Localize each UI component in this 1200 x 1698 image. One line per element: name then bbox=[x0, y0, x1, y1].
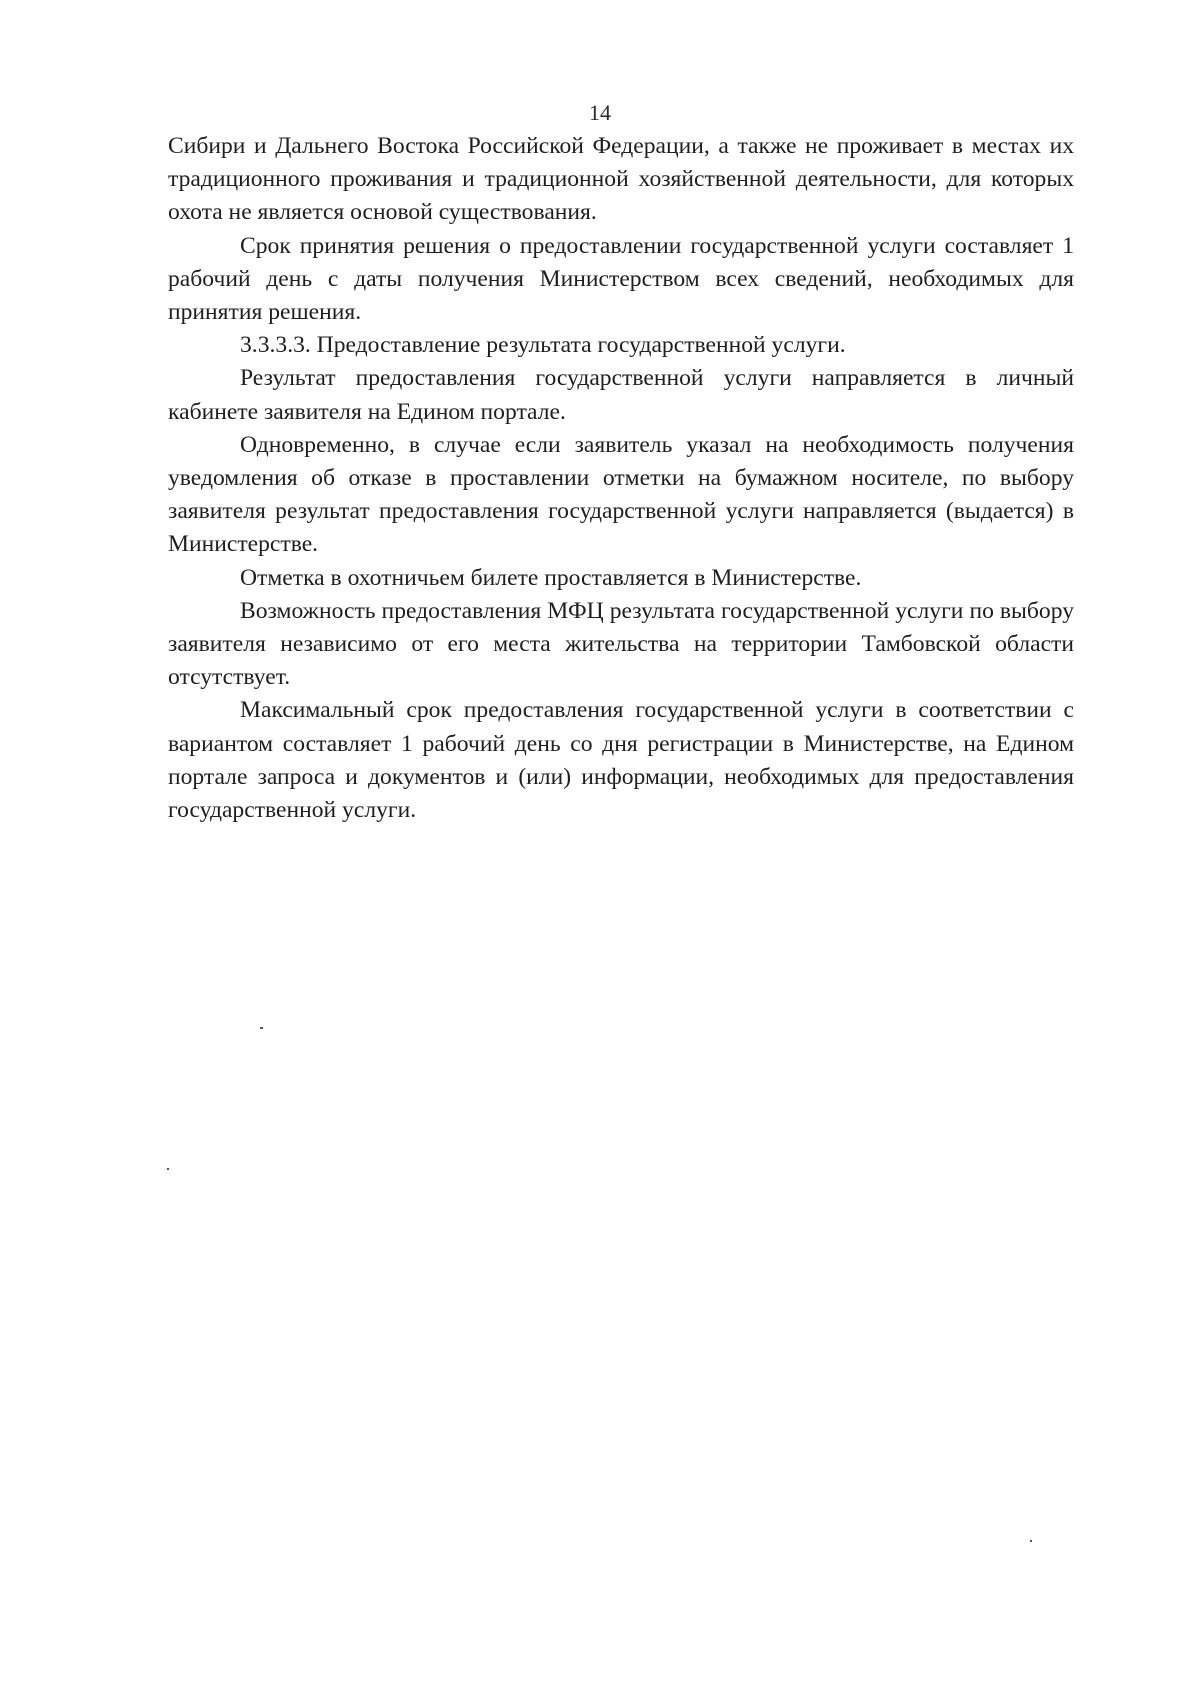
paragraph-decision-deadline: Срок принятия решения о предоставлении государственной услуги составляет 1 рабочий день с даты получения Министерством всех сведений, необходимых для принятия решения. bbox=[168, 232, 1074, 326]
paragraph-paper-notification: Одновременно, в случае если заявитель указал на необходимость получения уведомления об отказе в проставлении отметки на бумажном носителе, по выбору заявителя результат предоставления государственной услуги направляется (выдается) в Министерстве. bbox=[168, 431, 1074, 558]
scan-speck bbox=[1030, 1540, 1032, 1542]
paragraph-mfc-availability: Возможность предоставления МФЦ результата государственной услуги по выбору заявителя независимо от его места жительства на территории Тамбовской области отсутствует. bbox=[168, 597, 1074, 691]
scan-speck bbox=[260, 1027, 263, 1029]
scan-speck bbox=[167, 1168, 169, 1170]
paragraph-maximum-term: Максимальный срок предоставления государственной услуги в соответствии с вариантом составляет 1 рабочий день со дня регистрации в Министерстве, на Едином портале запроса и документов и (или) информации, необходимых для предоставления государственной услуги. bbox=[168, 697, 1074, 824]
page-number: 14 bbox=[589, 100, 611, 125]
section-heading-3-3-3-3: 3.3.3.3. Предоставление результата государственной услуги. bbox=[240, 332, 846, 359]
paragraph-result-delivery: Результат предоставления государственной услуги направляется в личный кабинете заявителя на Едином портале. bbox=[168, 365, 1074, 425]
paragraph-continuation: Сибири и Дальнего Востока Российской Федерации, а также не проживает в местах их традиционного проживания и традиционной хозяйственной деятельности, для которых охота не является основой существования. bbox=[168, 133, 1074, 226]
document-body bbox=[168, 130, 1074, 827]
paragraph-hunting-ticket-mark: Отметка в охотничьем билете проставляется в Министерстве. bbox=[240, 564, 862, 591]
